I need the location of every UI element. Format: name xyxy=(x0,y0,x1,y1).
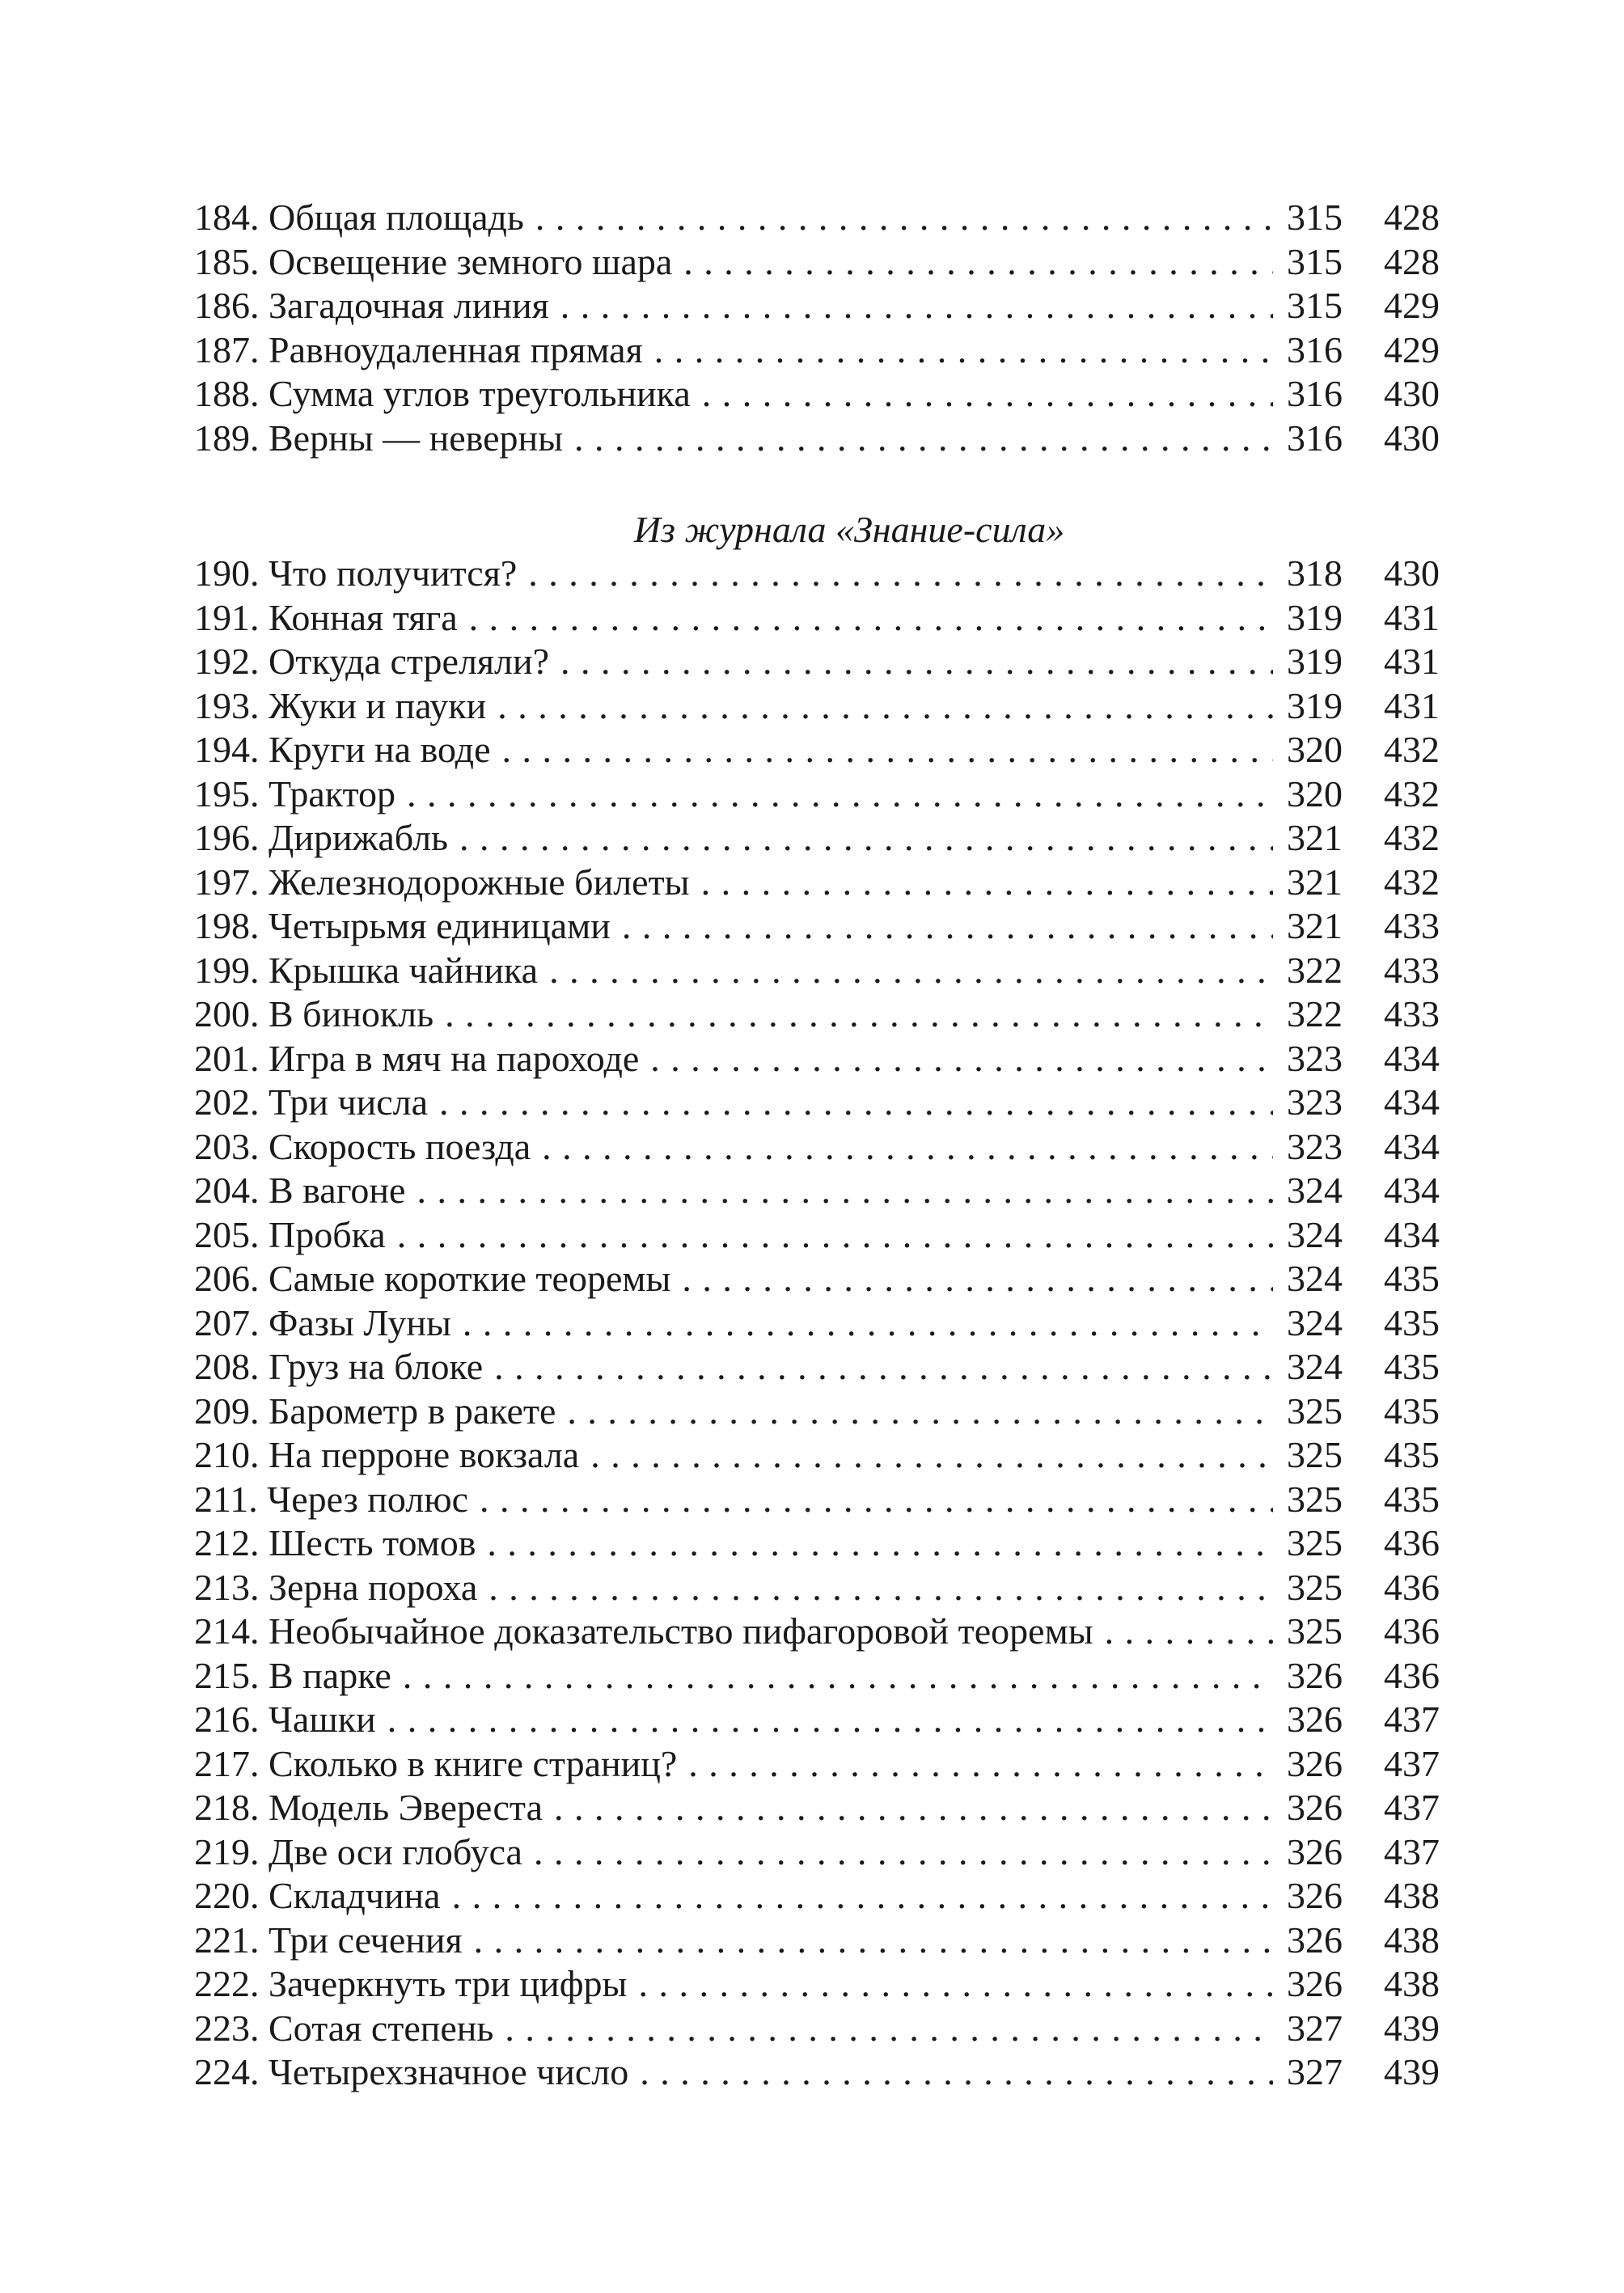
toc-entry-page: 324 xyxy=(1287,1170,1343,1211)
toc-entry-title: 194. Круги на воде xyxy=(194,729,491,770)
toc-entry-page: 315 xyxy=(1287,240,1343,282)
toc-entry-title: 215. В парке xyxy=(194,1654,391,1696)
dot-leader xyxy=(502,728,1274,772)
toc-entry-page: 326 xyxy=(1287,1963,1343,2004)
dot-leader xyxy=(650,1037,1273,1081)
toc-entry xyxy=(194,816,1440,861)
dot-leader xyxy=(688,1742,1273,1787)
toc-entry-answer-page: 435 xyxy=(1384,1301,1440,1343)
toc-entry-title: 217. Сколько в книге страниц? xyxy=(194,1742,678,1784)
toc-entry xyxy=(194,596,1440,641)
dot-leader xyxy=(387,1698,1273,1742)
dot-leader xyxy=(682,1257,1273,1301)
toc-entry-answer-page: 436 xyxy=(1384,1522,1440,1563)
toc-entry-answer-page: 436 xyxy=(1384,1654,1440,1696)
dot-leader xyxy=(439,1081,1273,1125)
toc-entry-title: 204. В вагоне xyxy=(194,1170,406,1211)
toc-entry-page: 326 xyxy=(1287,1875,1343,1916)
toc-entry-page: 315 xyxy=(1287,285,1343,326)
toc-entry xyxy=(194,417,1440,461)
dot-leader xyxy=(702,372,1273,417)
dot-leader xyxy=(494,1345,1273,1390)
toc-entry-answer-page: 428 xyxy=(1384,240,1440,282)
toc-entry-title: 187. Равноудаленная прямая xyxy=(194,328,643,370)
toc-entry-answer-page: 432 xyxy=(1384,861,1440,903)
toc-entry-title: 195. Трактор xyxy=(194,772,396,814)
dot-leader xyxy=(445,992,1273,1037)
toc-entry-answer-page: 434 xyxy=(1384,1170,1440,1211)
toc-entry-answer-page: 435 xyxy=(1384,1478,1440,1520)
toc-entry-title: 201. Игра в мяч на пароходе xyxy=(194,1037,640,1079)
toc-entry xyxy=(194,1169,1440,1213)
toc-entry xyxy=(194,1874,1440,1919)
toc-entry-title: 198. Четырьмя единицами xyxy=(194,905,611,946)
toc-entry xyxy=(194,328,1440,373)
toc-entry-page: 320 xyxy=(1287,772,1343,814)
toc-entry xyxy=(194,1698,1440,1742)
toc-entry xyxy=(194,1919,1440,1963)
toc-entry-page: 325 xyxy=(1287,1566,1343,1608)
toc-entry-page: 325 xyxy=(1287,1610,1343,1652)
toc-entry xyxy=(194,949,1440,993)
toc-entry-title: 221. Три сечения xyxy=(194,1919,463,1961)
toc-entry-title: 196. Дирижабль xyxy=(194,817,449,858)
toc-entry xyxy=(194,1962,1440,2007)
toc-entry xyxy=(194,1786,1440,1830)
toc-entry-answer-page: 434 xyxy=(1384,1037,1440,1079)
toc-entry-page: 325 xyxy=(1287,1522,1343,1563)
toc-entry xyxy=(194,2050,1440,2095)
toc-entry-page: 316 xyxy=(1287,417,1343,459)
toc-entry-answer-page: 430 xyxy=(1384,373,1440,414)
toc-entry xyxy=(194,861,1440,905)
dot-leader xyxy=(452,1874,1273,1919)
toc-entry-answer-page: 435 xyxy=(1384,1390,1440,1432)
toc-entry-page: 323 xyxy=(1287,1081,1343,1123)
toc-entry-answer-page: 431 xyxy=(1384,641,1440,682)
toc-entry-page: 326 xyxy=(1287,1787,1343,1828)
dot-leader xyxy=(638,1962,1273,2007)
toc-entry-title: 214. Необычайное доказательство пифагоровой теоремы xyxy=(194,1610,1093,1652)
toc-entry-title: 193. Жуки и пауки xyxy=(194,684,487,726)
toc-entry-title: 216. Чашки xyxy=(194,1699,376,1740)
dot-leader xyxy=(497,684,1273,729)
toc-entry xyxy=(194,240,1440,285)
toc-entry-page: 321 xyxy=(1287,905,1343,946)
toc-entry-title: 199. Крышка чайника xyxy=(194,949,539,991)
dot-leader xyxy=(474,1919,1273,1963)
toc-entry xyxy=(194,1081,1440,1125)
toc-entry xyxy=(194,1478,1440,1522)
dot-leader xyxy=(554,1786,1273,1830)
dot-leader xyxy=(469,596,1273,641)
toc-entry-title: 203. Скорость поезда xyxy=(194,1125,531,1167)
toc-entry-page: 326 xyxy=(1287,1919,1343,1961)
toc-entry-page: 325 xyxy=(1287,1390,1343,1432)
toc-entry xyxy=(194,284,1440,328)
dot-leader xyxy=(567,1390,1273,1434)
toc-entry-answer-page: 435 xyxy=(1384,1346,1440,1387)
toc-entry-answer-page: 431 xyxy=(1384,684,1440,726)
toc-entry xyxy=(194,1433,1440,1478)
toc-entry xyxy=(194,1301,1440,1346)
dot-leader xyxy=(417,1169,1273,1213)
toc-section-a xyxy=(194,196,1440,460)
toc-entry-page: 326 xyxy=(1287,1699,1343,1740)
toc-entry-page: 316 xyxy=(1287,373,1343,414)
toc-entry-title: 206. Самые короткие теоремы xyxy=(194,1258,671,1299)
toc-entry-answer-page: 429 xyxy=(1384,285,1440,326)
toc-entry-answer-page: 439 xyxy=(1384,2051,1440,2092)
toc-entry-title: 222. Зачеркнуть три цифры xyxy=(194,1963,628,2004)
dot-leader xyxy=(574,417,1273,461)
toc-entry-answer-page: 431 xyxy=(1384,596,1440,638)
toc-entry-answer-page: 435 xyxy=(1384,1434,1440,1475)
toc-entry-page: 323 xyxy=(1287,1037,1343,1079)
toc-entry-title: 184. Общая площадь xyxy=(194,197,524,238)
toc-entry xyxy=(194,552,1440,596)
toc-entry-answer-page: 438 xyxy=(1384,1919,1440,1961)
toc-entry-page: 324 xyxy=(1287,1213,1343,1255)
toc-entry-title: 188. Сумма углов треугольника xyxy=(194,373,691,414)
toc-entry xyxy=(194,1257,1440,1301)
toc-entry-page: 320 xyxy=(1287,729,1343,770)
toc-entry-page: 321 xyxy=(1287,861,1343,903)
dot-leader xyxy=(463,1301,1273,1346)
toc-entry-title: 192. Откуда стреляли? xyxy=(194,641,550,682)
toc-entry-page: 322 xyxy=(1287,949,1343,991)
toc-entry xyxy=(194,2007,1440,2051)
toc-entry-answer-page: 429 xyxy=(1384,328,1440,370)
toc-entry-answer-page: 432 xyxy=(1384,729,1440,770)
dot-leader xyxy=(654,328,1273,373)
toc-entry-title: 202. Три числа xyxy=(194,1081,429,1123)
toc-entry-title: 191. Конная тяга xyxy=(194,596,458,638)
toc-entry-answer-page: 433 xyxy=(1384,905,1440,946)
toc-entry-answer-page: 433 xyxy=(1384,949,1440,991)
toc-entry-page: 319 xyxy=(1287,684,1343,726)
toc-entry-answer-page: 434 xyxy=(1384,1125,1440,1167)
dot-leader xyxy=(528,552,1273,596)
dot-leader xyxy=(590,1433,1273,1478)
toc-entry xyxy=(194,1345,1440,1390)
toc-entry-title: 210. На перроне вокзала xyxy=(194,1434,580,1475)
toc-entry xyxy=(194,992,1440,1037)
toc-entry-title: 186. Загадочная линия xyxy=(194,285,549,326)
toc-entry-page: 322 xyxy=(1287,993,1343,1034)
toc-entry-title: 207. Фазы Луны xyxy=(194,1301,451,1343)
toc-entry-answer-page: 435 xyxy=(1384,1258,1440,1299)
toc-entry-answer-page: 436 xyxy=(1384,1566,1440,1608)
dot-leader xyxy=(488,1566,1273,1610)
toc-entry xyxy=(194,640,1440,684)
toc-entry-title: 209. Барометр в ракете xyxy=(194,1390,556,1432)
toc-entry-page: 316 xyxy=(1287,328,1343,370)
toc-entry-answer-page: 434 xyxy=(1384,1213,1440,1255)
toc-entry-answer-page: 432 xyxy=(1384,817,1440,858)
toc-entry-page: 326 xyxy=(1287,1830,1343,1872)
toc-entry-page: 325 xyxy=(1287,1434,1343,1475)
dot-leader xyxy=(701,861,1273,905)
toc-entry xyxy=(194,684,1440,729)
toc-entry-answer-page: 437 xyxy=(1384,1787,1440,1828)
toc-entry-title: 219. Две оси глобуса xyxy=(194,1830,522,1872)
toc-entry xyxy=(194,904,1440,949)
toc-entry-answer-page: 433 xyxy=(1384,993,1440,1034)
toc-entry-title: 211. Через полюс xyxy=(194,1478,469,1520)
toc-entry-page: 323 xyxy=(1287,1125,1343,1167)
toc-entry-page: 315 xyxy=(1287,197,1343,238)
toc-entry xyxy=(194,1521,1440,1566)
toc-entry-page: 318 xyxy=(1287,552,1343,594)
toc-entry-page: 327 xyxy=(1287,2007,1343,2049)
toc-entry-title: 213. Зерна пороха xyxy=(194,1566,478,1608)
toc-entry xyxy=(194,196,1440,240)
dot-leader xyxy=(560,640,1273,684)
dot-leader xyxy=(640,2050,1273,2095)
toc-entry-page: 326 xyxy=(1287,1742,1343,1784)
toc-entry-title: 220. Складчина xyxy=(194,1875,441,1916)
toc-entry-title: 212. Шесть томов xyxy=(194,1522,476,1563)
toc-entry xyxy=(194,1390,1440,1434)
toc-entry-title: 205. Пробка xyxy=(194,1213,386,1255)
toc-section-b xyxy=(194,552,1440,2095)
dot-leader xyxy=(1105,1610,1273,1654)
toc-entry-answer-page: 430 xyxy=(1384,552,1440,594)
toc-entry-answer-page: 434 xyxy=(1384,1081,1440,1123)
toc-entry xyxy=(194,1566,1440,1610)
dot-leader xyxy=(622,904,1273,949)
toc-entry-title: 200. В бинокль xyxy=(194,993,434,1034)
toc-entry-answer-page: 438 xyxy=(1384,1963,1440,2004)
toc-entry-answer-page: 432 xyxy=(1384,772,1440,814)
toc-entry xyxy=(194,1654,1440,1699)
toc-entry-page: 319 xyxy=(1287,596,1343,638)
toc-entry-page: 324 xyxy=(1287,1301,1343,1343)
dot-leader xyxy=(683,240,1273,285)
toc-entry xyxy=(194,1830,1440,1875)
toc-entry-answer-page: 438 xyxy=(1384,1875,1440,1916)
dot-leader xyxy=(403,1654,1273,1699)
dot-leader xyxy=(459,816,1273,861)
toc-entry-answer-page: 436 xyxy=(1384,1610,1440,1652)
toc-entry-title: 197. Железнодорожные билеты xyxy=(194,861,690,903)
dot-leader xyxy=(542,1125,1273,1170)
toc-entry-page: 325 xyxy=(1287,1478,1343,1520)
dot-leader xyxy=(505,2007,1273,2051)
toc-entry-page: 326 xyxy=(1287,1654,1343,1696)
toc-entry xyxy=(194,1037,1440,1081)
toc-entry-answer-page: 437 xyxy=(1384,1830,1440,1872)
toc-entry-page: 324 xyxy=(1287,1258,1343,1299)
toc-entry xyxy=(194,728,1440,772)
toc-entry-title: 223. Сотая степень xyxy=(194,2007,494,2049)
dot-leader xyxy=(534,1830,1273,1875)
dot-leader xyxy=(397,1213,1273,1258)
toc-entry-answer-page: 439 xyxy=(1384,2007,1440,2049)
toc-entry-page: 327 xyxy=(1287,2051,1343,2092)
toc-entry-page: 321 xyxy=(1287,817,1343,858)
toc-entry-answer-page: 430 xyxy=(1384,417,1440,459)
dot-leader xyxy=(549,949,1273,993)
toc-entry-answer-page: 437 xyxy=(1384,1742,1440,1784)
toc-entry xyxy=(194,1610,1440,1654)
toc-entry-title: 189. Верны — неверны xyxy=(194,417,564,459)
toc-entry xyxy=(194,372,1440,417)
toc-entry xyxy=(194,1125,1440,1170)
section-heading: Из журнала «Знание-сила» xyxy=(633,509,1065,550)
dot-leader xyxy=(560,284,1273,328)
toc-entry xyxy=(194,772,1440,817)
toc-entry-title: 185. Освещение земного шара xyxy=(194,240,673,282)
toc-entry-answer-page: 437 xyxy=(1384,1699,1440,1740)
dot-leader xyxy=(487,1521,1273,1566)
toc-entry-page: 324 xyxy=(1287,1346,1343,1387)
dot-leader xyxy=(535,196,1273,240)
toc-entry-title: 190. Что получится? xyxy=(194,552,518,594)
toc-entry xyxy=(194,1213,1440,1258)
dot-leader xyxy=(407,772,1273,817)
toc-entry-title: 224. Четырехзначное число xyxy=(194,2051,629,2092)
toc-entry-answer-page: 428 xyxy=(1384,197,1440,238)
dot-leader xyxy=(480,1478,1273,1522)
toc-entry-title: 218. Модель Эвереста xyxy=(194,1787,543,1828)
toc-entry-title: 208. Груз на блоке xyxy=(194,1346,484,1387)
toc-entry xyxy=(194,1742,1440,1787)
toc-entry-page: 319 xyxy=(1287,641,1343,682)
